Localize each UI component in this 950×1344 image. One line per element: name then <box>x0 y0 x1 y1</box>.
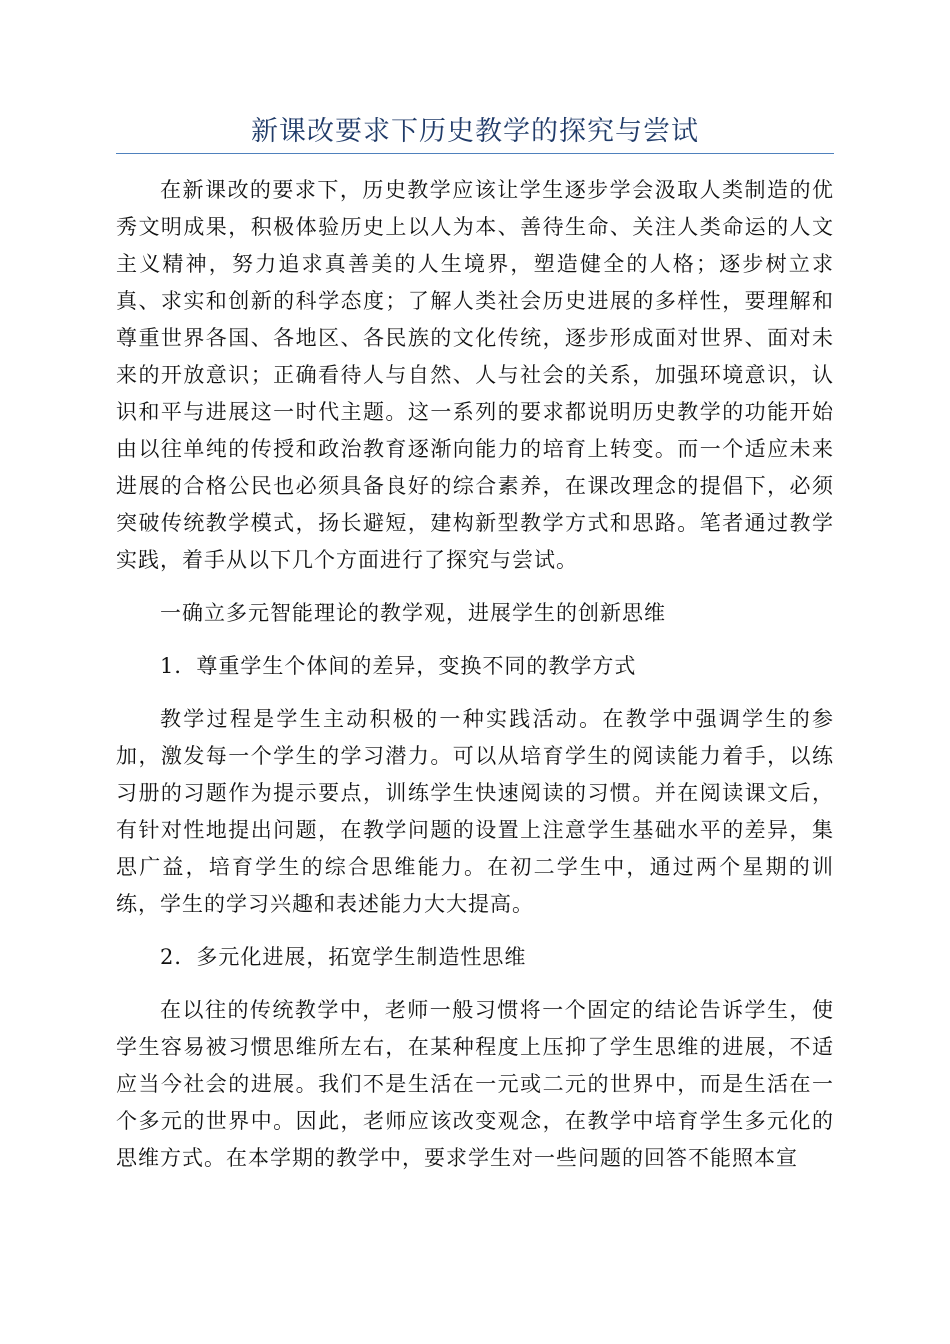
paragraph-spacer <box>116 685 834 701</box>
paragraph-spacer <box>116 976 834 992</box>
document-body <box>116 172 834 1177</box>
subsection-heading-2: 2．多元化进展，拓宽学生制造性思维 <box>160 945 527 969</box>
document-title: 新课改要求下历史教学的探究与尝试 <box>251 116 699 147</box>
title-underline <box>116 153 834 154</box>
paragraph-intro: 在新课改的要求下，历史教学应该让学生逐步学会汲取人类制造的优秀文明成果，积极体验历史上以人为本、善待生命、关注人类命运的人文主义精神，努力追求真善美的人生境界，塑造健全的人格；逐步树立求真、求实和创新的科学态度；了解人类社会历史进展的多样性，要理解和尊重世界各国、各地区、各民族的文化传统，逐步形成面对世界、面对未来的开放意识；正确看待人与自然、人与社会的关系，加强环境意识，认识和平与进展这一时代主题。这一系列的要求都说明历史教学的功能开始由以往单纯的传授和政治教育逐渐向能力的培育上转变。而一个适应未来进展的合格公民也必须具备良好的综合素养，在课改理念的提倡下，必须突破传统教学模式，扬长避短，建构新型教学方式和思路。笔者通过教学实践，着手从以下几个方面进行了探究与尝试。 <box>116 178 834 572</box>
paragraph-diversified-thinking: 在以往的传统教学中，老师一般习惯将一个固定的结论告诉学生，使学生容易被习惯思维所左右，在某种程度上压抑了学生思维的进展，不适应当今社会的进展。我们不是生活在一元或二元的世界中，而是生活在一个多元的世界中。因此，老师应该改变观念，在教学中培育学生多元化的思维方式。在本学期的教学中，要求学生对一些问题的回答不能照本宣 <box>116 998 834 1170</box>
paragraph-spacer <box>116 923 834 939</box>
subsection-heading-1: 1．尊重学生个体间的差异，变换不同的教学方式 <box>160 654 637 678</box>
paragraph-spacer <box>116 579 834 595</box>
paragraph-teaching-process: 教学过程是学生主动积极的一种实践活动。在教学中强调学生的参加，激发每一个学生的学习潜力。可以从培育学生的阅读能力着手，以练习册的习题作为提示要点，训练学生快速阅读的习惯。并在阅读课文后，有针对性地提出问题，在教学问题的设置上注意学生基础水平的差异，集思广益，培育学生的综合思维能力。在初二学生中，通过两个星期的训练，学生的学习兴趣和表述能力大大提高。 <box>116 707 834 916</box>
paragraph-spacer <box>116 632 834 648</box>
section-heading-1: 一确立多元智能理论的教学观，进展学生的创新思维 <box>160 601 666 625</box>
